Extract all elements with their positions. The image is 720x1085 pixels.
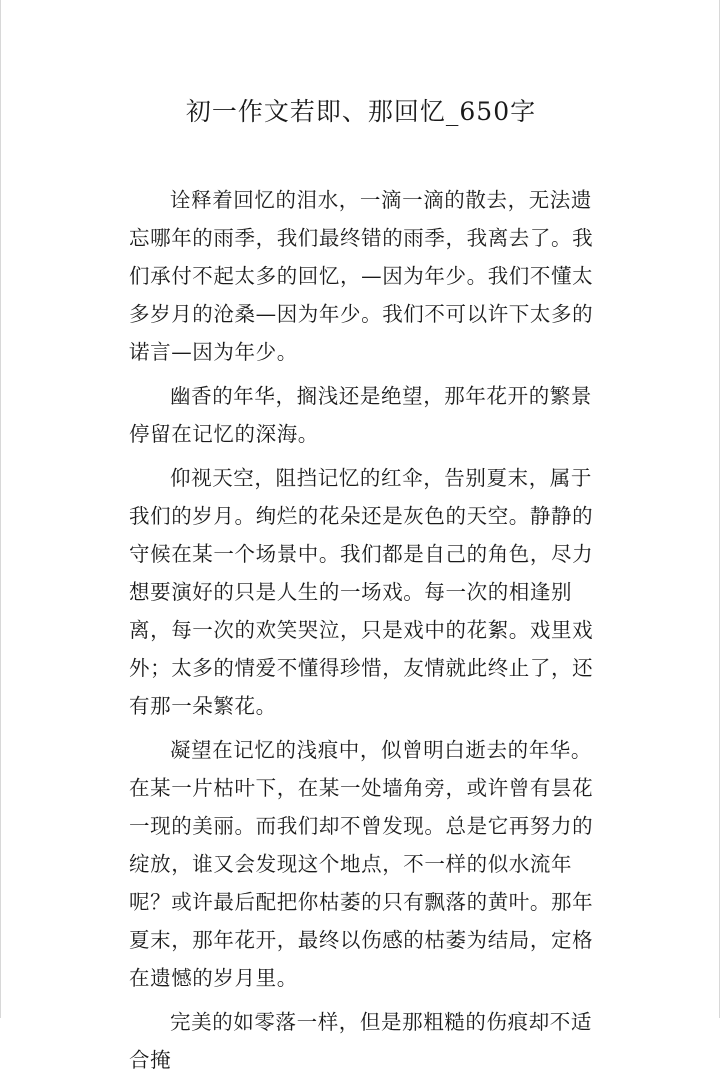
document-body bbox=[129, 181, 605, 1085]
paragraph: 幽香的年华，搁浅还是绝望，那年花开的繁景停留在记忆的深海。 bbox=[129, 384, 592, 446]
paragraph: 仰视天空，阻挡记忆的红伞，告别夏末，属于我们的岁月。绚烂的花朵还是灰色的天空。静静的守候在某一个场景中。我们都是自己的角色，尽力想要演好的只是人生的一场戏。每一次的相逢别离，每一次的欢笑哭泣，只是戏中的花絮。戏里戏外；太多的情爱不懂得珍惜，友情就此终止了，还有那一朵繁花。 bbox=[129, 466, 594, 718]
paragraph: 完美的如零落一样，但是那粗糙的伤痕却不适合掩 bbox=[129, 1010, 592, 1072]
paragraph: 诠释着回忆的泪水，一滴一滴的散去，无法遗忘哪年的雨季，我们最终错的雨季，我离去了。我们承付不起太多的回忆，—因为年少。我们不懂太多岁月的沧桑—因为年少。我们不可以许下太多的诺言—因为年少。 bbox=[129, 188, 594, 364]
paragraph: 凝望在记忆的浅痕中，似曾明白逝去的年华。在某一片枯叶下，在某一处墙角旁，或许曾有昙花一现的美丽。而我们却不曾发现。总是它再努力的绽放，谁又会发现这个地点，不一样的似水流年呢？或许最后配把你枯萎的只有飘落的黄叶。那年夏末，那年花开，最终以伤感的枯萎为结局，定格在遗憾的岁月里。 bbox=[129, 738, 594, 990]
document-title: 初一作文若即、那回忆_650字 bbox=[185, 97, 537, 126]
